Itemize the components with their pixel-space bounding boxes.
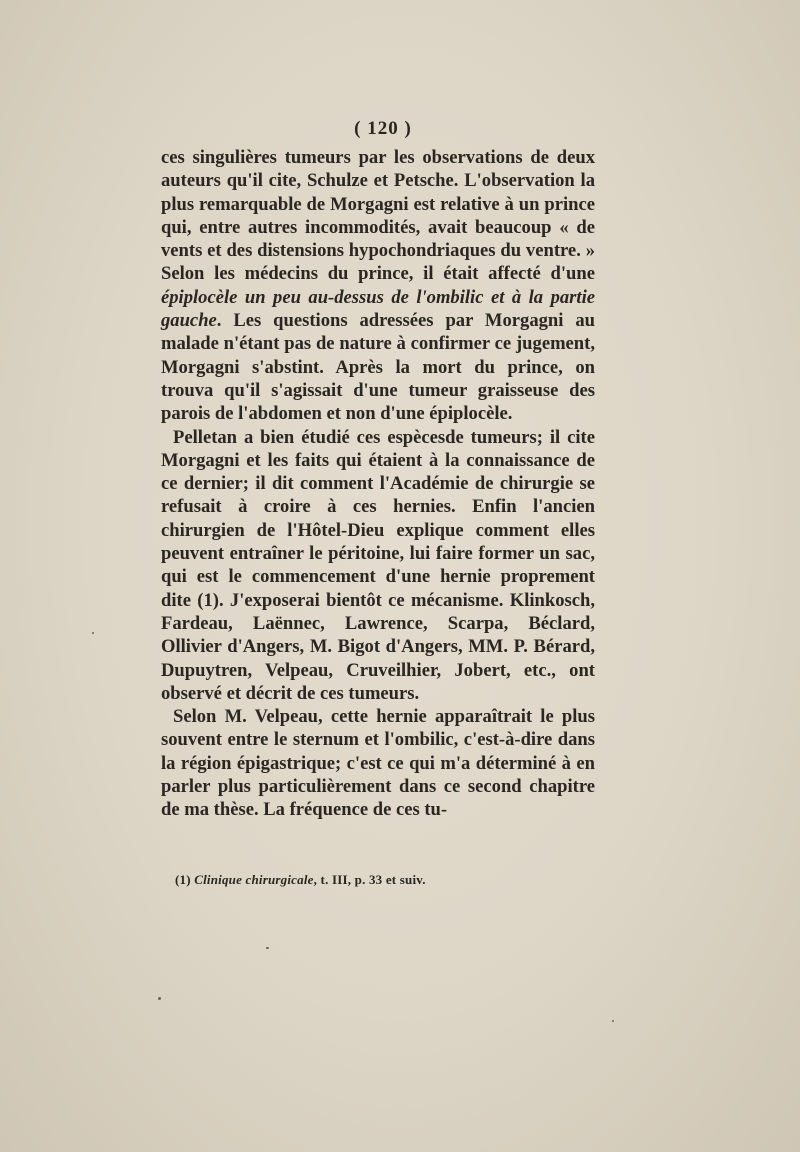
paper-speck (266, 947, 269, 949)
paragraph-1-text-b: . Les questions adressées par Morgagni au malade n'étant pas de nature à confirmer ce jugement, Morgagni s'abstint. Après la mort du prince, on trouva qu'il s'agissait d'une tumeur graisseuse des parois de l'abdomen et non d'une épiplocèle. (161, 310, 595, 425)
paragraph-1-text-a: ces singulières tumeurs par les observations de deux auteurs qu'il cite, Schulze et Petsche. L'observation la plus remarquable de Morgagni est relative à un prince qui, entre autres incommodités, avait beaucoup « de vents et des distensions hypochondriaques du ventre. » Selon les médecins du prince, il était affecté d'une (161, 147, 595, 285)
paragraph-2-text: Pelletan a bien étudié ces espècesde tumeurs; il cite Morgagni et les faits qui étaient à la connaissance de ce dernier; il dit comment l'Académie de chirurgie se refusait à croire à ces hernies. Enfin l'ancien chirurgien de l'Hôtel-Dieu explique comment elles peuvent entraîner le péritoine, lui faire former un sac, qui est le commencement d'une hernie proprement dite (1). J'exposerai bientôt ce mécanisme. Klinkosch, Fardeau, Laënnec, Lawrence, Scarpa, Béclard, Ollivier d'Angers, M. Bigot d'Angers, MM. P. Bérard, Dupuytren, Velpeau, Cruveilhier, Jobert, etc., ont observé et décrit de ces tumeurs. (161, 426, 595, 704)
paragraph-1-italic-phrase: épiplocèle un peu au-dessus de l'ombilic et à la partie gauche (161, 286, 595, 332)
footnote-title: Clinique chirurgicale (194, 872, 314, 887)
paragraph-2 (161, 426, 595, 706)
footnote-marker: (1) (175, 872, 195, 887)
page-number: ( 120 ) (354, 118, 412, 139)
footnote (175, 872, 605, 888)
paper-speck (158, 997, 161, 1000)
paragraph-3 (161, 705, 595, 821)
footnote-reference: , t. III, p. 33 et suiv. (313, 872, 426, 887)
paper-speck (612, 1020, 614, 1022)
paragraph-1 (161, 146, 595, 426)
paragraph-3-text: Selon M. Velpeau, cette hernie apparaîtrait le plus souvent entre le sternum et l'ombilic, c'est-à-dire dans la région épigastrique; c'est ce qui m'a déterminé à en parler plus particulièrement dans ce second chapitre de ma thèse. La fréquence de ces tu- (161, 706, 595, 821)
body-text (161, 146, 595, 822)
paper-speck (92, 632, 94, 634)
